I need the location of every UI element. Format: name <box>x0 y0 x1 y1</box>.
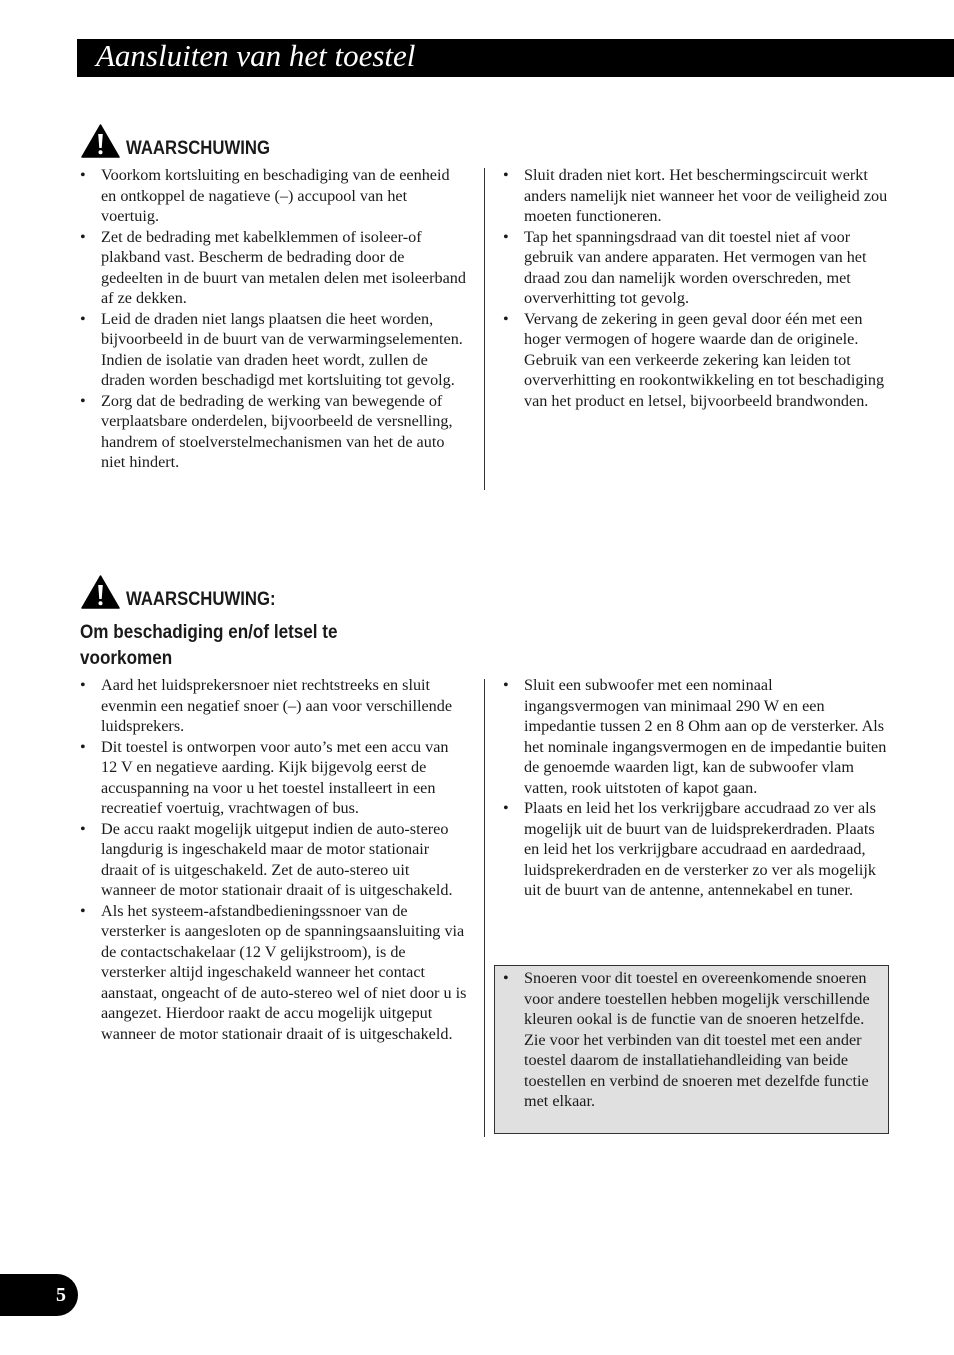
title-bar <box>77 39 954 77</box>
list-item: • Zorg dat de bedrading de werking van bewegende of verplaatsbare onderdelen, bijvoorbeeld de versnelling, handrem of stoelverstelmechanismen van het de auto niet hindert. <box>80 391 453 471</box>
list-item: • Plaats en leid het los verkrijgbare accudraad zo ver als mogelijk uit de buurt van de luidsprekerdraden. Plaats en leid het los verkrijgbare accudraad en aardedraad, luidsprekerdraden en de versterker zo ver als mogelijk uit de buurt van de antenne, antennekabel en tuner. <box>503 799 876 899</box>
bullet-icon: • <box>503 799 509 817</box>
list-item: • Aard het luidsprekersnoer niet rechtstreeks en sluit evenmin een negatief snoer (–) aan voor verschillende luidsprekers. <box>80 676 453 735</box>
section1-left-column <box>80 165 467 473</box>
bullet-icon: • <box>503 676 509 694</box>
list-item: • Dit toestel is ontworpen voor auto’s met een accu van 12 V en negatieve aarding. Kijk bijgevolg eerst de accuspanning na voor u het toestel installeert in een recreatief voertuig, vrachtwagen of bus. <box>80 737 449 817</box>
list-item: • Leid de draden niet langs plaatsen die heet worden, bijvoorbeeld in de buurt van de verwarmingselementen. Indien de isolatie van draden heet wordt, zullen de draden worden beschadigd met kortsluiting tot gevolg. <box>80 309 463 389</box>
warning-triangle-icon <box>81 124 120 158</box>
warning-label-1: WAARSCHUWING <box>126 138 270 159</box>
bullet-list <box>80 675 467 1044</box>
warning-heading-2 <box>81 575 296 609</box>
bullet-icon: • <box>80 227 86 246</box>
section2-right-column <box>503 675 889 901</box>
bullet-icon: • <box>80 737 86 756</box>
note-item: • Snoeren voor dit toestel en overeenkomende snoeren voor andere toestellen hebben mogelijk verschillende kleuren ookal is de functie van de snoeren hetzelfde. Zie voor het verbinden van dit toestel met een ander toestel daarom de installatiehandleiding van beide toestellen en verbind de snoeren met dezelfde functie met elkaar. <box>503 969 870 1110</box>
page-number: 5 <box>56 1284 66 1306</box>
list-item: • Sluit draden niet kort. Het beschermingscircuit werkt anders namelijk niet wanneer het voor de veiligheid zou moeten functioneren. <box>503 166 888 225</box>
section2-left-column <box>80 675 467 1044</box>
list-item: • De accu raakt mogelijk uitgeput indien de auto-stereo langdurig is ingeschakeld maar de motor stationair draait of is uitgeschakeld. Zet de auto-stereo uit wanneer de motor stationair draait of is uitgeschakeld. <box>80 819 453 899</box>
note-column <box>503 968 887 1112</box>
list-item: • Tap het spanningsdraad van dit toestel niet af voor gebruik van andere apparaten. Het vermogen van het draad zou dan namelijk worden overschreden, met oververhitting tot gevolg. <box>503 227 867 307</box>
bullet-icon: • <box>503 166 509 184</box>
bullet-icon: • <box>80 166 86 184</box>
section-subheading: Om beschadiging en/of letsel te voorkomen <box>80 622 338 669</box>
bullet-icon: • <box>503 969 509 987</box>
bullet-icon: • <box>80 309 86 328</box>
bullet-list <box>503 165 889 411</box>
page-number-tab <box>0 1274 78 1316</box>
bullet-icon: • <box>80 901 86 920</box>
list-item: • Voorkom kortsluiting en beschadiging van de eenheid en ontkoppel de nagatieve (–) accupool van het voertuig. <box>80 166 450 225</box>
column-divider <box>484 168 485 490</box>
bullet-list <box>503 968 887 1112</box>
list-item: • Als het systeem-afstandbedieningssnoer van de versterker is aangesloten op de spanningsaansluiting via de contactschakelaar (12 V gelijkstroom), is de versterker altijd ingeschakeld wanneer het contact aanstaat, ongeacht of de auto-stereo wel of niet door u is aangezet. Hierdoor raakt de accu mogelijk uitgeput wanneer de motor stationair draait of is uitgeschakeld. <box>80 901 467 1043</box>
column-divider <box>484 679 485 1137</box>
warning-triangle-icon <box>81 575 120 609</box>
list-item: • Vervang de zekering in geen geval door één met een hoger vermogen of hogere waarde dan de originele. Gebruik van een verkeerde zekering kan leiden tot oververhitting en rookontwikkeling en tot beschadiging van het product en letsel, bijvoorbeeld brandwonden. <box>503 309 885 410</box>
bullet-list <box>80 165 467 473</box>
warning-heading-1 <box>81 124 290 158</box>
list-item: • Sluit een subwoofer met een nominaal ingangsvermogen van minimaal 290 W en een impedantie tussen 2 en 8 Ohm aan op de versterker. Als het nominale ingangsvermogen en de impedantie buiten de genoemde waarden ligt, kan de subwoofer vlam vatten, rook uitstoten of kapot gaan. <box>503 676 887 797</box>
bullet-icon: • <box>503 227 509 246</box>
section1-right-column <box>503 165 889 411</box>
warning-label-2: WAARSCHUWING: <box>126 589 276 610</box>
page-title: Aansluiten van het toestel <box>96 38 416 73</box>
bullet-list <box>503 675 889 901</box>
bullet-icon: • <box>503 309 509 328</box>
bullet-icon: • <box>80 391 86 410</box>
bullet-icon: • <box>80 676 86 694</box>
list-item: • Zet de bedrading met kabelklemmen of isoleer-of plakband vast. Bescherm de bedrading door de gedeelten in de buurt van metalen delen met isoleerband af ze dekken. <box>80 227 466 307</box>
bullet-icon: • <box>80 819 86 838</box>
